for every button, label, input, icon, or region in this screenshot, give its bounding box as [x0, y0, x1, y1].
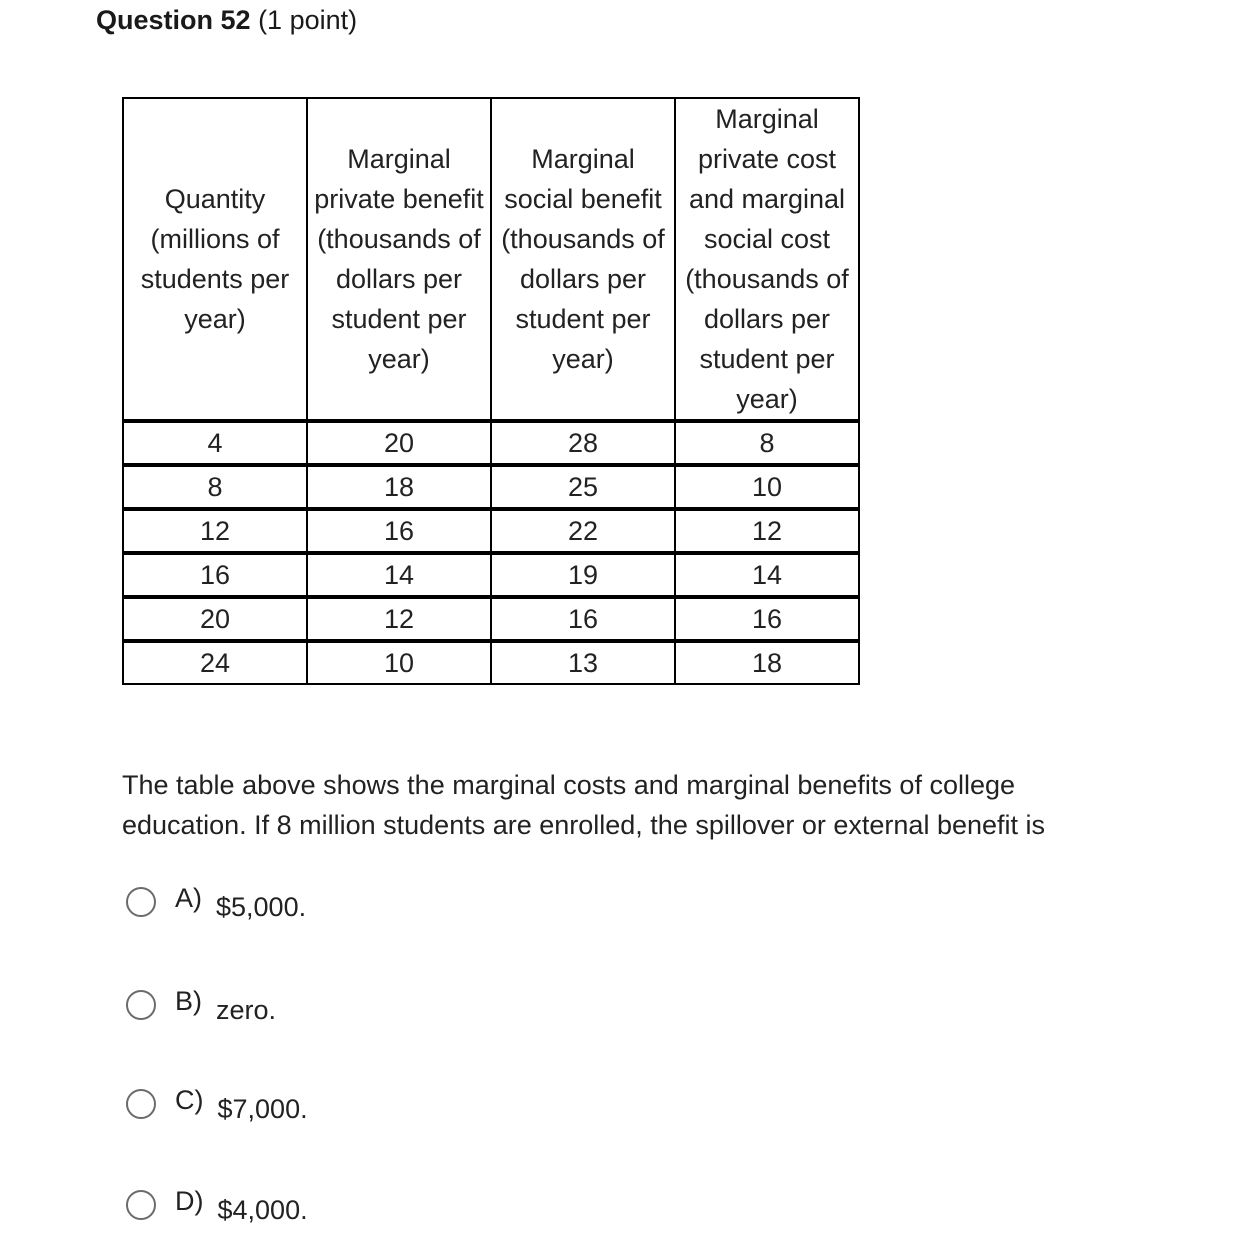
table-cell: 16: [491, 597, 675, 641]
table-cell: 16: [123, 553, 307, 597]
table-cell: 10: [307, 641, 491, 684]
header-marginal-cost: [675, 98, 859, 421]
option-b-letter: B): [175, 986, 202, 1016]
radio-button-b[interactable]: [126, 990, 156, 1020]
header-quantity: [123, 98, 307, 421]
option-d[interactable]: [126, 1186, 308, 1225]
table-cell: 8: [675, 421, 859, 465]
option-a[interactable]: [126, 883, 307, 922]
table-cell: 19: [491, 553, 675, 597]
table-cell: 10: [675, 465, 859, 509]
question-prompt: The table above shows the marginal costs and marginal benefits of college education. If 8 million students are enrolled, the spillover or external benefit is: [122, 770, 1046, 840]
table-header-row: [123, 98, 859, 421]
table-cell: 4: [123, 421, 307, 465]
table-cell: 16: [675, 597, 859, 641]
table-row: [123, 641, 859, 684]
table-cell: 20: [307, 421, 491, 465]
table-cell: 25: [491, 465, 675, 509]
header-marginal-private-benefit: [307, 98, 491, 421]
table-row: [123, 421, 859, 465]
table-cell: 12: [675, 509, 859, 553]
table-cell: 12: [123, 509, 307, 553]
header-quantity-text: Quantity (millions of students per year): [140, 184, 290, 334]
table-cell: 13: [491, 641, 675, 684]
radio-button-c[interactable]: [126, 1089, 156, 1119]
table-row: [123, 509, 859, 553]
header-mpb-text: Marginal private benefit (thousands of dollars per student per year): [314, 144, 484, 374]
radio-button-a[interactable]: [126, 887, 156, 917]
table-cell: 16: [307, 509, 491, 553]
table-cell: 28: [491, 421, 675, 465]
option-c-text: $7,000.: [217, 1094, 308, 1124]
data-table: [122, 97, 860, 685]
header-msb-text: Marginal social benefit (thousands of dollars per student per year): [501, 144, 665, 374]
table-row: [123, 553, 859, 597]
header-mc-text: Marginal private cost and marginal social cost (thousands of dollars per student per year): [685, 104, 849, 414]
table-cell: 14: [675, 553, 859, 597]
table-row: [123, 597, 859, 641]
table-cell: 24: [123, 641, 307, 684]
table-row: [123, 465, 859, 509]
table-cell: 20: [123, 597, 307, 641]
table-cell: 12: [307, 597, 491, 641]
option-c[interactable]: [126, 1085, 308, 1124]
table-cell: 22: [491, 509, 675, 553]
question-title: Question 52: [96, 5, 251, 35]
option-a-letter: A): [175, 883, 202, 913]
table-cell: 14: [307, 553, 491, 597]
option-d-text: $4,000.: [217, 1195, 308, 1225]
radio-button-d[interactable]: [126, 1190, 156, 1220]
table-cell: 8: [123, 465, 307, 509]
question-header: [96, 2, 357, 38]
table-cell: 18: [675, 641, 859, 684]
option-b-text: zero.: [216, 995, 277, 1025]
option-b[interactable]: [126, 986, 277, 1025]
option-d-letter: D): [175, 1186, 204, 1216]
option-a-text: $5,000.: [216, 892, 307, 922]
option-c-letter: C): [175, 1085, 204, 1115]
table-cell: 18: [307, 465, 491, 509]
question-points: (1 point): [258, 5, 358, 35]
header-marginal-social-benefit: [491, 98, 675, 421]
